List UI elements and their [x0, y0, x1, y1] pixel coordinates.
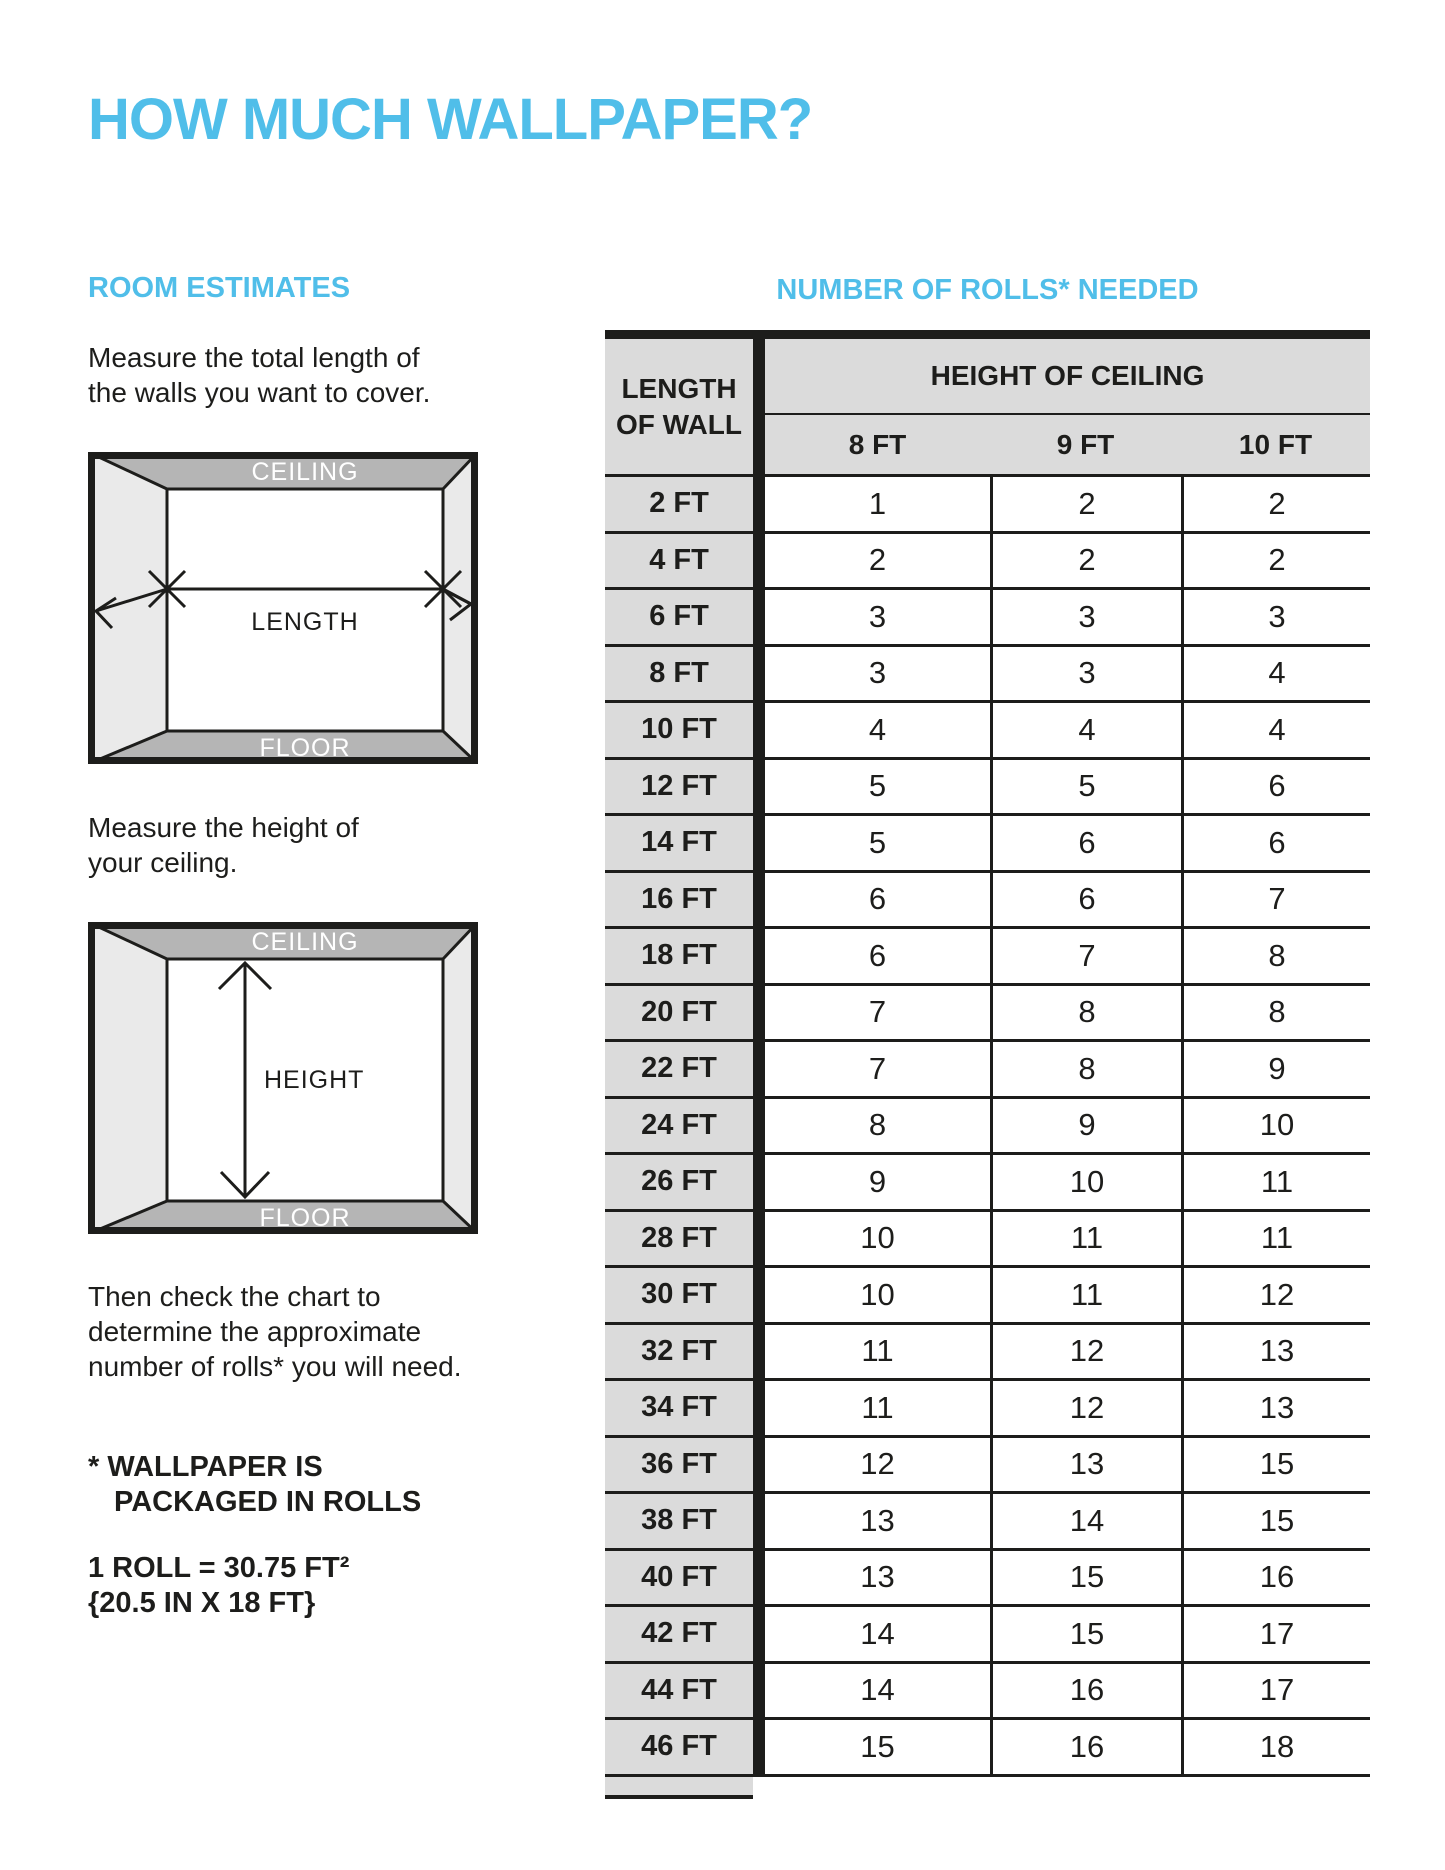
roll-count-cell: 12: [1181, 1268, 1370, 1325]
roll-count-cell: 16: [990, 1720, 1181, 1777]
instruction-line: Measure the height of: [88, 812, 359, 843]
roll-count-cell: 9: [1181, 1042, 1370, 1099]
row-length-cell: 22 FT: [605, 1042, 753, 1099]
row-length-cell: 20 FT: [605, 986, 753, 1043]
room-diagram-length: [88, 452, 478, 764]
roll-count-cell: 6: [1181, 816, 1370, 873]
room-diagram-height: [88, 922, 478, 1234]
roll-count-cell: 7: [1181, 873, 1370, 930]
table-vertical-divider: [753, 339, 765, 1777]
roll-count-cell: 6: [765, 873, 990, 930]
roll-count-cell: 3: [765, 590, 990, 647]
roll-count-cell: 4: [990, 703, 1181, 760]
col-header-8ft: 8 FT: [765, 415, 990, 477]
instruction-line: Measure the total length of: [88, 342, 420, 373]
roll-count-cell: 1: [765, 477, 990, 534]
roll-size-line: {20.5 IN X 18 FT}: [88, 1587, 316, 1619]
roll-count-cell: 2: [1181, 534, 1370, 591]
roll-count-cell: 7: [990, 929, 1181, 986]
corner-header-line: OF WALL: [616, 408, 742, 440]
rolls-footnote: [88, 1450, 421, 1520]
roll-count-cell: 3: [990, 647, 1181, 704]
row-length-cell: 18 FT: [605, 929, 753, 986]
row-length-cell: 38 FT: [605, 1494, 753, 1551]
row-length-cell: 6 FT: [605, 590, 753, 647]
roll-count-cell: 14: [765, 1664, 990, 1721]
row-length-cell: 24 FT: [605, 1099, 753, 1156]
instruction-height: [88, 810, 359, 880]
row-length-cell: 34 FT: [605, 1381, 753, 1438]
roll-count-cell: 17: [1181, 1664, 1370, 1721]
roll-count-cell: 8: [1181, 929, 1370, 986]
table-bottom-stub: [605, 1777, 753, 1799]
corner-header: [605, 339, 753, 477]
roll-count-cell: 15: [765, 1720, 990, 1777]
row-length-cell: 28 FT: [605, 1212, 753, 1269]
instruction-line: Then check the chart to: [88, 1281, 381, 1312]
ceiling-label: CEILING: [251, 458, 359, 486]
instruction-line: your ceiling.: [88, 847, 238, 878]
roll-count-cell: 14: [765, 1607, 990, 1664]
row-length-cell: 46 FT: [605, 1720, 753, 1777]
roll-count-cell: 8: [990, 986, 1181, 1043]
table-top-border: [605, 330, 1370, 339]
corner-header-line: LENGTH: [621, 372, 737, 404]
roll-count-cell: 16: [1181, 1551, 1370, 1608]
row-length-cell: 10 FT: [605, 703, 753, 760]
roll-count-cell: 8: [990, 1042, 1181, 1099]
roll-count-cell: 2: [990, 534, 1181, 591]
length-dim-label: LENGTH: [251, 608, 359, 636]
row-length-cell: 42 FT: [605, 1607, 753, 1664]
roll-count-cell: 14: [990, 1494, 1181, 1551]
roll-count-cell: 10: [765, 1212, 990, 1269]
group-header: HEIGHT OF CEILING: [765, 339, 1370, 415]
roll-count-cell: 8: [765, 1099, 990, 1156]
row-length-cell: 30 FT: [605, 1268, 753, 1325]
instruction-line: determine the approximate: [88, 1316, 422, 1347]
roll-count-cell: 15: [1181, 1438, 1370, 1495]
left-wall-face: [88, 922, 167, 1234]
roll-count-cell: 9: [765, 1155, 990, 1212]
row-length-cell: 40 FT: [605, 1551, 753, 1608]
roll-count-cell: 13: [990, 1438, 1181, 1495]
instruction-line: the walls you want to cover.: [88, 377, 431, 408]
roll-count-cell: 5: [765, 760, 990, 817]
roll-count-cell: 2: [990, 477, 1181, 534]
roll-count-cell: 6: [990, 873, 1181, 930]
roll-count-cell: 5: [990, 760, 1181, 817]
roll-count-cell: 17: [1181, 1607, 1370, 1664]
roll-count-cell: 15: [990, 1607, 1181, 1664]
page-title: HOW MUCH WALLPAPER?: [88, 87, 813, 152]
roll-count-cell: 6: [765, 929, 990, 986]
row-length-cell: 36 FT: [605, 1438, 753, 1495]
height-dim-label: HEIGHT: [264, 1066, 365, 1094]
row-length-cell: 26 FT: [605, 1155, 753, 1212]
roll-count-cell: 11: [1181, 1212, 1370, 1269]
row-length-cell: 16 FT: [605, 873, 753, 930]
row-length-cell: 14 FT: [605, 816, 753, 873]
row-length-cell: 32 FT: [605, 1325, 753, 1382]
roll-count-cell: 12: [990, 1381, 1181, 1438]
roll-count-cell: 15: [990, 1551, 1181, 1608]
roll-count-cell: 3: [990, 590, 1181, 647]
row-length-cell: 2 FT: [605, 477, 753, 534]
col-header-10ft: 10 FT: [1181, 415, 1370, 477]
roll-count-cell: 13: [1181, 1325, 1370, 1382]
floor-label: FLOOR: [259, 734, 351, 762]
col-header-9ft: 9 FT: [990, 415, 1181, 477]
roll-count-cell: 15: [1181, 1494, 1370, 1551]
rolls-table: [605, 330, 1370, 1799]
roll-count-cell: 9: [990, 1099, 1181, 1156]
roll-count-cell: 11: [990, 1212, 1181, 1269]
roll-count-cell: 6: [1181, 760, 1370, 817]
footnote-line: * WALLPAPER IS: [88, 1451, 323, 1483]
roll-count-cell: 3: [1181, 590, 1370, 647]
instruction-line: number of rolls* you will need.: [88, 1351, 462, 1382]
roll-count-cell: 11: [765, 1381, 990, 1438]
room-estimates-heading: ROOM ESTIMATES: [88, 272, 351, 304]
roll-count-cell: 11: [990, 1268, 1181, 1325]
roll-count-cell: 13: [765, 1551, 990, 1608]
roll-count-cell: 10: [990, 1155, 1181, 1212]
roll-count-cell: 16: [990, 1664, 1181, 1721]
roll-count-cell: 5: [765, 816, 990, 873]
ceiling-label: CEILING: [251, 928, 359, 956]
roll-count-cell: 18: [1181, 1720, 1370, 1777]
roll-count-cell: 12: [765, 1438, 990, 1495]
roll-count-cell: 2: [765, 534, 990, 591]
instruction-length: [88, 340, 430, 410]
roll-count-cell: 12: [990, 1325, 1181, 1382]
roll-count-cell: 10: [1181, 1099, 1370, 1156]
instruction-chart: [88, 1279, 462, 1384]
footnote-line: PACKAGED IN ROLLS: [114, 1486, 422, 1518]
roll-count-cell: 13: [765, 1494, 990, 1551]
roll-count-cell: 10: [765, 1268, 990, 1325]
roll-count-cell: 13: [1181, 1381, 1370, 1438]
roll-count-cell: 11: [765, 1325, 990, 1382]
roll-count-cell: 6: [990, 816, 1181, 873]
roll-count-cell: 4: [765, 703, 990, 760]
roll-count-cell: 4: [1181, 703, 1370, 760]
roll-count-cell: 7: [765, 1042, 990, 1099]
roll-count-cell: 7: [765, 986, 990, 1043]
roll-count-cell: 3: [765, 647, 990, 704]
row-length-cell: 8 FT: [605, 647, 753, 704]
roll-count-cell: 2: [1181, 477, 1370, 534]
table-title: NUMBER OF ROLLS* NEEDED: [776, 274, 1199, 306]
roll-size-info: [88, 1551, 349, 1621]
roll-count-cell: 4: [1181, 647, 1370, 704]
roll-size-line: 1 ROLL = 30.75 FT²: [88, 1552, 350, 1584]
row-length-cell: 44 FT: [605, 1664, 753, 1721]
roll-count-cell: 11: [1181, 1155, 1370, 1212]
roll-count-cell: 8: [1181, 986, 1370, 1043]
floor-label: FLOOR: [259, 1204, 351, 1232]
row-length-cell: 12 FT: [605, 760, 753, 817]
row-length-cell: 4 FT: [605, 534, 753, 591]
